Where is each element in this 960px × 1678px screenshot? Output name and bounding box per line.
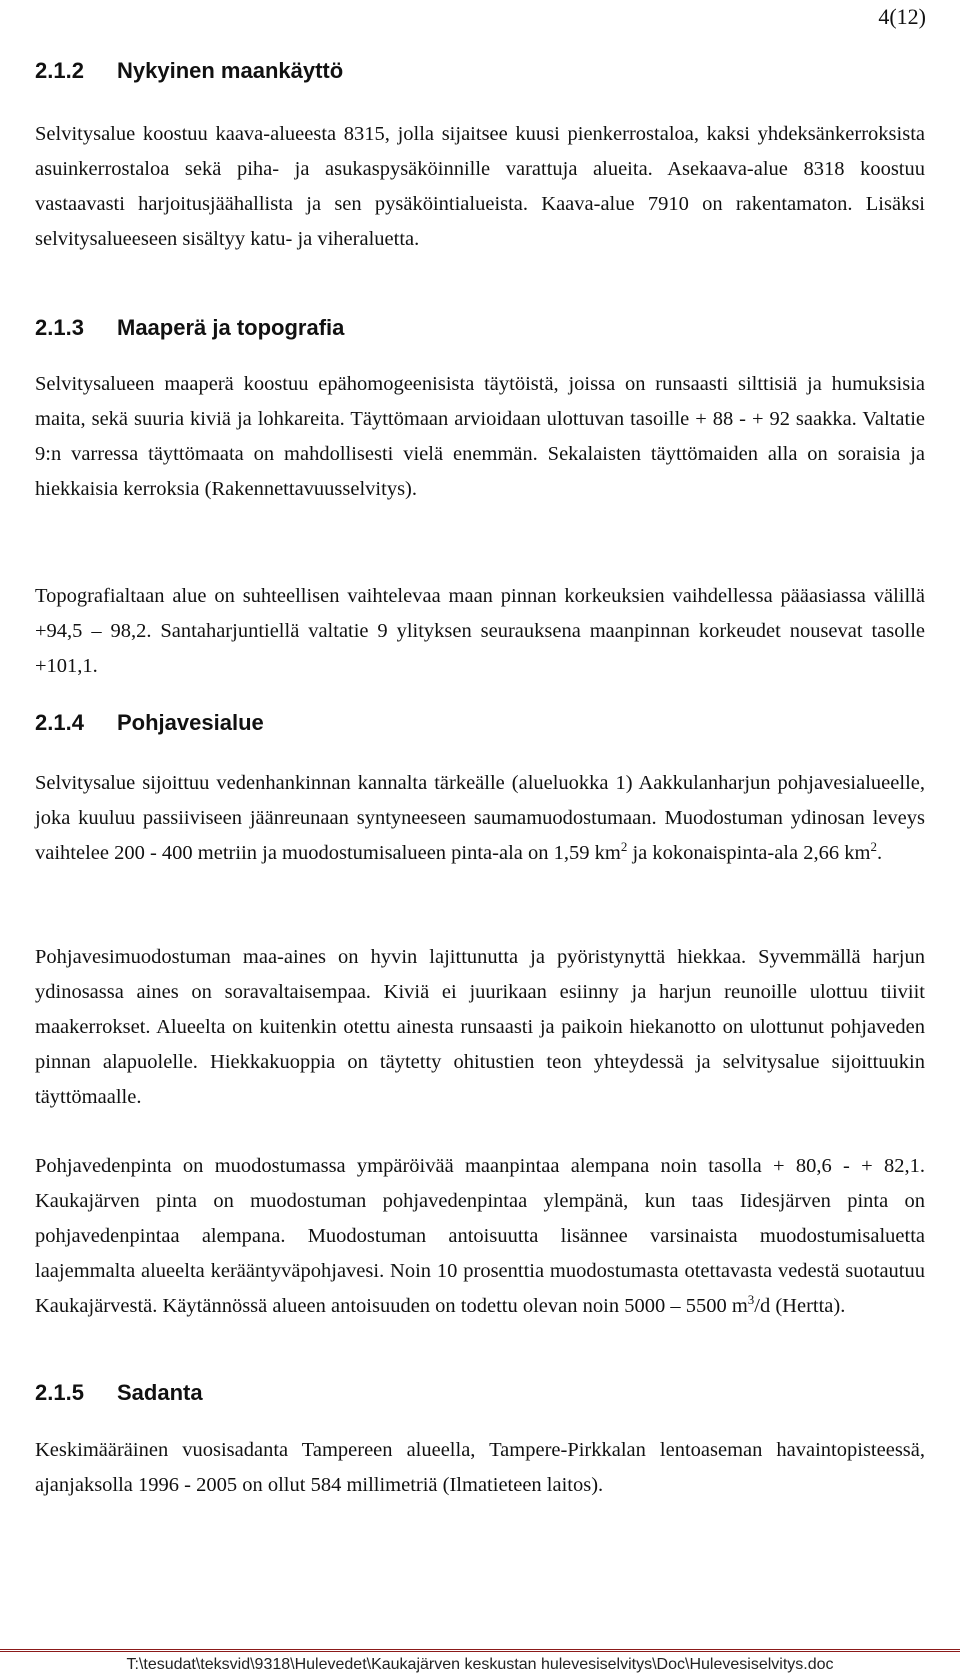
section-number: 2.1.2 bbox=[35, 58, 84, 83]
section-title: Nykyinen maankäyttö bbox=[117, 58, 344, 83]
section-title: Sadanta bbox=[117, 1380, 203, 1405]
section-number: 2.1.3 bbox=[35, 315, 84, 340]
paragraph: Keskimääräinen vuosisadanta Tampereen alueella, Tampere-Pirkkalan lentoaseman havaintopisteessä, ajanjaksolla 1996 - 2005 on ollut 584 millimetriä (Ilmatieteen laitos). bbox=[35, 1439, 925, 1496]
paragraph-text: Selvitysalue sijoittuu vedenhankinnan kannalta tärkeälle (alueluokka 1) Aakkulanharjun pohjavesialueelle, joka kuuluu passiiviseen jäänreunaan syntyneeseen saumamuodostumaan. Muodostuman ydinosan leveys vaihtelee 200 - 400 metriin ja muodostumisalueen pinta-ala on 1,59 km bbox=[35, 772, 925, 864]
superscript: 2 bbox=[620, 839, 628, 854]
section-heading bbox=[35, 58, 343, 84]
paragraph: Topografialtaan alue on suhteellisen vaihtelevaa maan pinnan korkeuksien vaihdellessa pääasiassa välillä +94,5 – 98,2. Santaharjuntiellä valtatie 9 ylityksen seurauksena maanpinnan korkeudet nousevat tasolle +101,1. bbox=[35, 585, 925, 677]
section-title: Maaperä ja topografia bbox=[117, 315, 345, 340]
paragraph-text: /d (Hertta). bbox=[754, 1295, 846, 1317]
paragraph bbox=[35, 1149, 925, 1324]
paragraph: Selvitysalueen maaperä koostuu epähomogeenisista täytöistä, joissa on runsaasti silttisiä ja humuksisia maita, sekä suuria kiviä ja lohkareita. Täyttömaan arvioidaan ulottuvan tasoille + 88 - + 92 saakka. Valtatie 9:n varressa täyttömaata on mahdollisesti vielä enemmän. Sekalaisten täyttömaiden alla on soraisia ja hiekkaisia kerroksia (Rakennettavuusselvitys). bbox=[35, 373, 925, 500]
section-title: Pohjavesialue bbox=[117, 710, 264, 735]
paragraph-text: Pohjavedenpinta on muodostumassa ympäröivää maanpintaa alempana noin tasolla + 80,6 - + 82,1. Kaukajärven pinta on muodostuman pohjavedenpintaa ylempänä, kun taas Iidesjärven pinta on pohjavedenpintaa alempana. Muodostuman antoisuutta lisännee varsinaista muodostumisaluetta laajemmalta alueelta kerääntyväpohjavesi. Noin 10 prosenttia muodostumasta otettavasta vedestä suotautuu Kaukajärvestä. Käytännössä alueen antoisuuden on todettu olevan noin 5000 – 5500 m bbox=[35, 1155, 925, 1317]
section-heading bbox=[35, 1380, 203, 1406]
paragraph bbox=[35, 766, 925, 871]
section-number: 2.1.5 bbox=[35, 1380, 84, 1405]
footer-divider bbox=[0, 1649, 960, 1652]
section-number: 2.1.4 bbox=[35, 710, 84, 735]
paragraph-text: . bbox=[876, 842, 883, 864]
paragraph-text: ja kokonaispinta-ala 2,66 km bbox=[627, 842, 871, 864]
paragraph: Selvitysalue koostuu kaava-alueesta 8315, jolla sijaitsee kuusi pienkerrostaloa, kaksi yhdeksänkerroksista asuinkerrostaloa sekä piha- ja asukaspysäköinnille varattuja alueita. Asekaava-alue 8318 koostuu vastaavasti harjoitusjäähallista ja sen pysäköintialueista. Kaava-alue 7910 on rakentamaton. Lisäksi selvitysalueeseen sisältyy katu- ja viheraluetta. bbox=[35, 123, 925, 250]
superscript: 3 bbox=[747, 1292, 755, 1307]
paragraph: Pohjavesimuodostuman maa-aines on hyvin lajittunutta ja pyöristynyttä hiekkaa. Syvemmällä harjun ydinosassa aines on soravaltaisempaa. Kiviä ei juurikaan esiinny ja harjun reunoille ulottuu tiiviit maakerrokset. Alueelta on kuitenkin otettu ainesta runsaasti ja paikoin hiekanotto on ulottunut pohjaveden pinnan alapuolelle. Hiekkakuoppia on täytetty ohitustien teon yhteydessä ja selvitysalue sijoittuukin täyttömaalle. bbox=[35, 946, 925, 1108]
section-heading bbox=[35, 710, 264, 736]
footer-file-path: T:\tesudat\teksvid\9318\Hulevedet\Kaukajärven keskustan hulevesiselvitys\Doc\Hulevesiselvitys.doc bbox=[126, 1656, 834, 1673]
superscript: 2 bbox=[870, 839, 877, 854]
section-heading bbox=[35, 315, 344, 341]
page-number: 4(12) bbox=[878, 4, 926, 29]
